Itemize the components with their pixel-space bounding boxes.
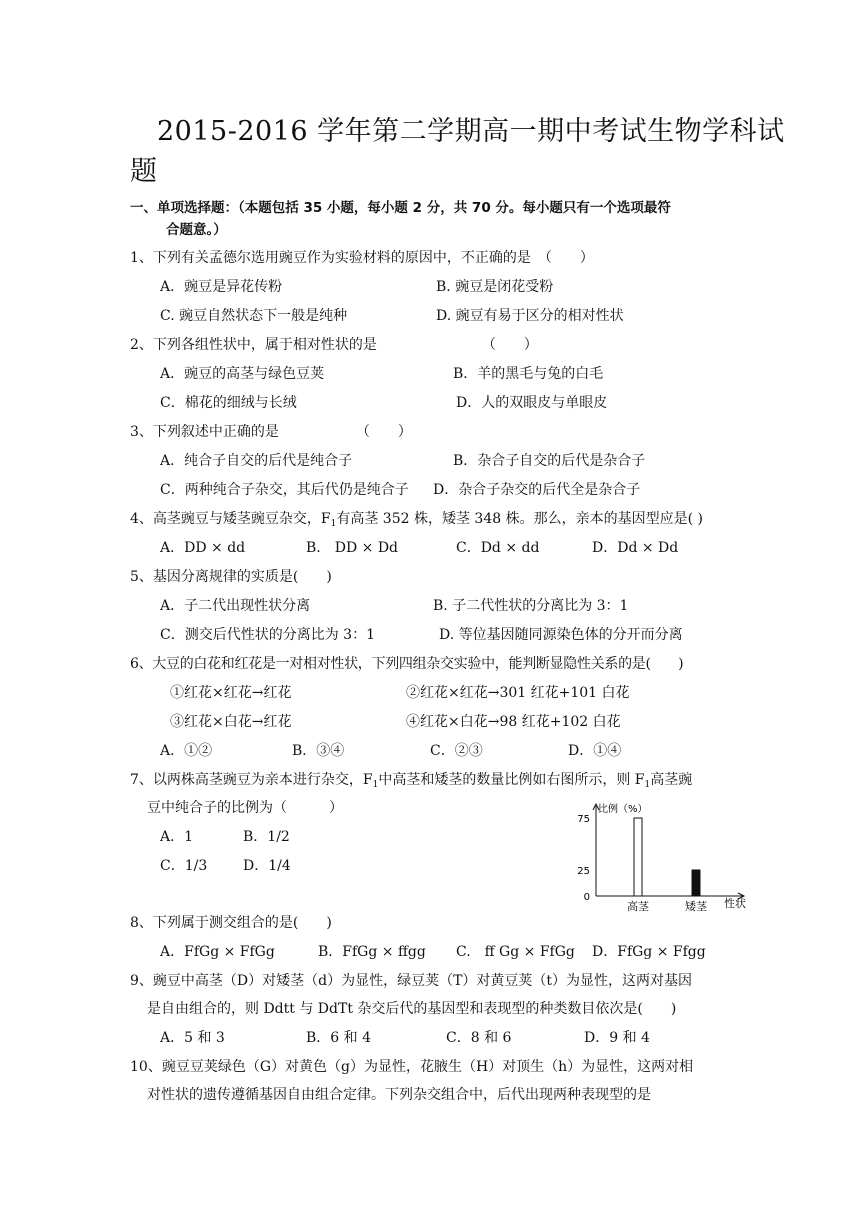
q5-option-d: D. 等位基因随同源染色体的分开而分离: [439, 627, 683, 643]
chart-bar-1: [634, 818, 642, 896]
q8-option-a: A．FfGg × FfGg: [160, 944, 275, 960]
q6-item-2: ②红花×红花→301 红花+101 白花: [406, 685, 630, 701]
title-line-2: 题: [130, 156, 158, 187]
q7-option-b: B．1/2: [243, 829, 290, 845]
chart-y-label: 比例（%）: [598, 804, 648, 815]
q5-stem: 5、基因分离规律的实质是( ): [130, 569, 332, 585]
q10-stem-line-2: 对性状的遗传遵循基因自由组合定律。下列杂交组合中，后代出现两种表现型的是: [147, 1087, 651, 1103]
q4-option-c: C．Dd × dd: [456, 540, 540, 556]
q7-option-a: A．1: [160, 829, 194, 845]
chart-y-tick-label: 25: [577, 866, 590, 877]
chart-x-label: 性状: [724, 897, 746, 910]
section-heading-cont: 合题意。）: [166, 222, 227, 238]
q9-option-a: A．5 和 3: [160, 1030, 225, 1046]
q6-item-1: ①红花×红花→红花: [170, 685, 292, 701]
q2-option-b: B．羊的黑毛与兔的白毛: [453, 366, 604, 382]
q4-stem: 4、高茎豌豆与矮茎豌豆杂交，$F_1$有高茎 352 株，矮茎 348 株。那么，亲本的基因型应是( ): [130, 511, 703, 529]
q9-option-d: D．9 和 4: [584, 1030, 650, 1046]
q7-option-c: C．1/3: [160, 858, 208, 874]
q3-option-c: C．两种纯合子杂交，其后代仍是纯合子: [160, 482, 409, 498]
q9-option-b: B．6 和 4: [306, 1030, 372, 1046]
q9-stem-line-2: 是自由组合的，则 Ddtt 与 DdTt 杂交后代的基因型和表现型的种类数目依次是( ): [147, 1001, 677, 1017]
q5-option-b: B. 子二代性状的分离比为 3：1: [433, 598, 629, 614]
q2-option-c: C．棉花的细绒与长绒: [160, 395, 297, 411]
q8-option-b: B．FfGg × ffgg: [318, 944, 426, 960]
q3-stem: 3、下列叙述中正确的是 （ ）: [130, 424, 412, 440]
chart-category-label: 高茎: [627, 900, 649, 913]
q8-option-c: C. ff Gg × FfGg: [456, 944, 575, 960]
section-heading: 一、单项选择题：（本题包括 35 小题，每小题 2 分，共 70 分。每小题只有一个选项最符: [130, 200, 671, 216]
q3-option-d: D．杂合子杂交的后代全是杂合子: [433, 482, 641, 498]
title-line-1: 2015-2016 学年第二学期高一期中考试生物学科试: [157, 116, 785, 147]
q7-stem-line-2: 豆中纯合子的比例为（ ）: [147, 800, 343, 816]
q9-option-c: C．8 和 6: [446, 1030, 512, 1046]
q6-item-4: ④红花×白花→98 红花+102 白花: [406, 714, 621, 730]
q8-option-d: D．FfGg × Ffgg: [592, 944, 706, 960]
chart-svg: [560, 796, 760, 916]
q2-option-a: A．豌豆的高茎与绿色豆荚: [160, 366, 325, 382]
q1-option-c: C. 豌豆自然状态下一般是纯种: [160, 308, 348, 324]
ratio-bar-chart: [560, 796, 760, 916]
q6-option-b: B．③④: [292, 743, 345, 759]
q1-stem: 1、下列有关孟德尔选用豌豆作为实验材料的原因中，不正确的是 （ ）: [130, 250, 594, 266]
q6-option-c: C．②③: [430, 743, 483, 759]
q10-stem-line-1: 10、豌豆豆荚绿色（G）对黄色（g）为显性，花腋生（H）对顶生（h）为显性，这两对相: [130, 1059, 694, 1075]
q3-option-a: A．纯合子自交的后代是纯合子: [160, 453, 353, 469]
q5-option-c: C．测交后代性状的分离比为 3：1: [160, 627, 375, 643]
chart-y-tick-label: 75: [577, 814, 590, 825]
q6-stem: 6、大豆的白花和红花是一对相对性状，下列四组杂交实验中，能判断显隐性关系的是( ): [130, 656, 684, 672]
q2-option-d: D．人的双眼皮与单眼皮: [456, 395, 608, 411]
q4-option-d: D．Dd × Dd: [592, 540, 679, 556]
chart-bar-2: [692, 870, 700, 896]
chart-category-label: 矮茎: [685, 900, 707, 913]
q4-option-a: A．DD × dd: [160, 540, 246, 556]
q7-option-d: D．1/4: [243, 858, 291, 874]
q6-option-a: A．①②: [160, 743, 213, 759]
q3-option-b: B．杂合子自交的后代是杂合子: [453, 453, 646, 469]
q1-option-a: A．豌豆是异花传粉: [160, 279, 283, 295]
q9-stem-line-1: 9、豌豆中高茎（D）对矮茎（d）为显性，绿豆荚（T）对黄豆荚（t）为显性，这两对基因: [130, 973, 693, 989]
q8-stem: 8、下列属于测交组合的是( ): [130, 915, 332, 931]
q1-option-d: D. 豌豆有易于区分的相对性状: [436, 308, 624, 324]
q2-stem: 2、下列各组性状中，属于相对性状的是 （ ）: [130, 337, 538, 353]
q5-option-a: A．子二代出现性状分离: [160, 598, 311, 614]
q6-option-d: D．①④: [568, 743, 622, 759]
q1-option-b: B. 豌豆是闭花受粉: [436, 279, 554, 295]
q4-option-b: B. DD × Dd: [306, 540, 399, 556]
chart-y-tick-label: 0: [583, 892, 590, 903]
q6-item-3: ③红花×白花→红花: [170, 714, 292, 730]
q7-stem-line-1: 7、以两株高茎豌豆为亲本进行杂交，$F_1$中高茎和矮茎的数量比例如右图所示，则 $F_1$高茎豌: [130, 772, 693, 790]
